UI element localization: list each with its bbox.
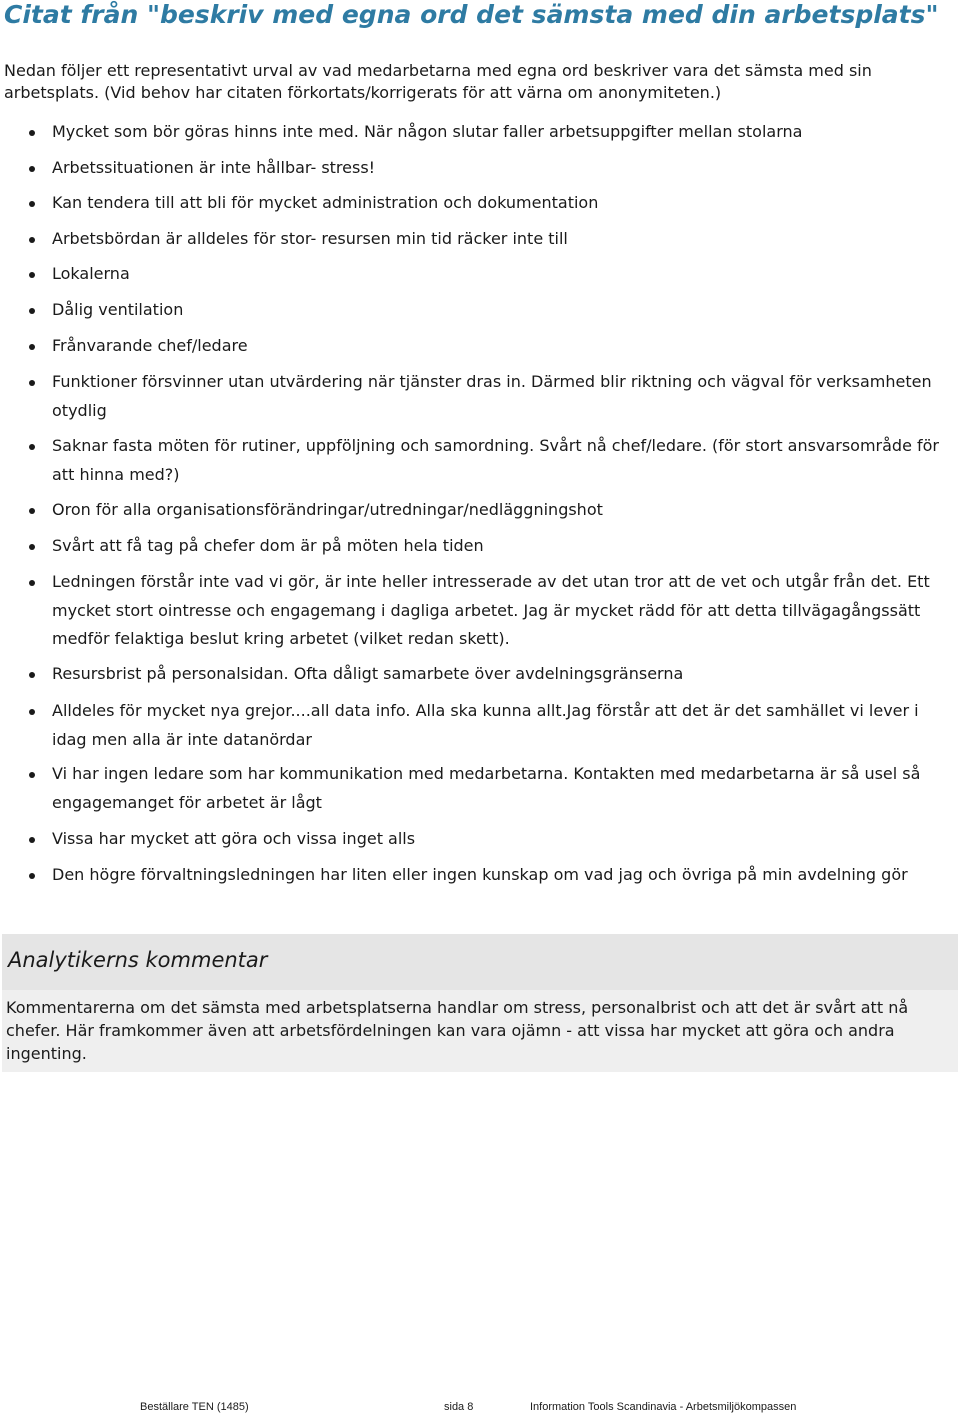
quote-item bbox=[52, 825, 948, 854]
bullet-icon bbox=[29, 672, 35, 678]
quote-text: Funktioner försvinner utan utvärdering när tjänster dras in. Därmed blir riktning och vägval för verksamheten otydlig bbox=[52, 372, 932, 420]
quote-text: Kan tendera till att bli för mycket administration och dokumentation bbox=[52, 193, 599, 212]
quote-item bbox=[52, 532, 948, 561]
quote-item bbox=[52, 189, 948, 218]
bullet-icon bbox=[29, 272, 35, 278]
bullet-icon bbox=[29, 873, 35, 879]
quote-text: Alldeles för mycket nya grejor....all data info. Alla ska kunna allt.Jag förstår att det är det samhället vi lever i idag men alla är inte datanördar bbox=[52, 701, 919, 749]
quote-item bbox=[52, 118, 948, 147]
quote-text: Dålig ventilation bbox=[52, 300, 184, 319]
quote-text: Arbetssituationen är inte hållbar- stress! bbox=[52, 158, 376, 177]
bullet-icon bbox=[29, 772, 35, 778]
quote-item bbox=[52, 568, 948, 654]
quote-text: Resursbrist på personalsidan. Ofta dåligt samarbete över avdelningsgränserna bbox=[52, 664, 684, 683]
bullet-icon bbox=[29, 130, 35, 136]
quote-text: Svårt att få tag på chefer dom är på möten hela tiden bbox=[52, 536, 484, 555]
bullet-icon bbox=[29, 709, 35, 715]
bullet-icon bbox=[29, 837, 35, 843]
analyst-heading-bar bbox=[2, 934, 958, 990]
analyst-comment: Kommentarerna om det sämsta med arbetsplatserna handlar om stress, personalbrist och att det är svårt att nå chefer. Här framkommer även att arbetsfördelningen kan vara ojämn - att vissa har mycket att göra och andra ingenting. bbox=[6, 998, 909, 1063]
quote-item bbox=[52, 225, 948, 254]
quote-item bbox=[52, 496, 948, 525]
bullet-icon bbox=[29, 380, 35, 386]
quote-item bbox=[52, 760, 948, 817]
quote-item bbox=[52, 432, 948, 489]
bullet-icon bbox=[29, 201, 35, 207]
bullet-icon bbox=[29, 508, 35, 514]
footer-client: Beställare TEN (1485) bbox=[140, 1401, 249, 1413]
quote-item bbox=[52, 332, 948, 361]
quote-text: Vissa har mycket att göra och vissa inget alls bbox=[52, 829, 416, 848]
quote-item bbox=[52, 861, 948, 890]
quote-item bbox=[52, 260, 948, 289]
analyst-comment-box bbox=[2, 990, 958, 1072]
quote-text: Den högre förvaltningsledningen har liten eller ingen kunskap om vad jag och övriga på min avdelning gör bbox=[52, 865, 908, 884]
footer-company: Information Tools Scandinavia - Arbetsmiljökompassen bbox=[530, 1401, 797, 1413]
analyst-heading: Analytikerns kommentar bbox=[8, 948, 268, 972]
page-title: Citat från "beskriv med egna ord det sämsta med din arbetsplats" bbox=[4, 0, 939, 29]
footer-page-number: sida 8 bbox=[444, 1401, 474, 1413]
bullet-icon bbox=[29, 444, 35, 450]
bullet-icon bbox=[29, 344, 35, 350]
bullet-icon bbox=[29, 544, 35, 550]
quote-item bbox=[52, 154, 948, 183]
quote-text: Mycket som bör göras hinns inte med. När någon slutar faller arbetsuppgifter mellan stolarna bbox=[52, 122, 803, 141]
quote-text: Saknar fasta möten för rutiner, uppföljning och samordning. Svårt nå chef/ledare. (för stort ansvarsområde för att hinna med?) bbox=[52, 436, 939, 484]
quote-item bbox=[52, 697, 948, 754]
quote-text: Arbetsbördan är alldeles för stor- resursen min tid räcker inte till bbox=[52, 229, 568, 248]
bullet-icon bbox=[29, 166, 35, 172]
bullet-icon bbox=[29, 308, 35, 314]
quote-item bbox=[52, 368, 948, 425]
bullet-icon bbox=[29, 580, 35, 586]
intro-text: Nedan följer ett representativt urval av vad medarbetarna med egna ord beskriver vara det sämsta med sin arbetsplats. (Vid behov har citaten förkortats/korrigerats för att värna om anonymiteten.) bbox=[4, 61, 872, 102]
quote-item bbox=[52, 660, 948, 689]
quote-text: Ledningen förstår inte vad vi gör, är inte heller intresserade av det utan tror att de vet och utgår från det. Ett mycket stort ointresse och engagemang i dagliga arbetet. Jag är mycket rädd för att detta tillvägagångssätt medför felaktiga beslut kring arbetet (vilket redan skett). bbox=[52, 572, 930, 648]
quote-text: Lokalerna bbox=[52, 264, 130, 283]
quote-item bbox=[52, 296, 948, 325]
quote-text: Frånvarande chef/ledare bbox=[52, 336, 248, 355]
quote-text: Oron för alla organisationsförändringar/utredningar/nedläggningshot bbox=[52, 500, 603, 519]
quote-text: Vi har ingen ledare som har kommunikation med medarbetarna. Kontakten med medarbetarna är så usel så engagemanget för arbetet är lågt bbox=[52, 764, 921, 812]
bullet-icon bbox=[29, 237, 35, 243]
